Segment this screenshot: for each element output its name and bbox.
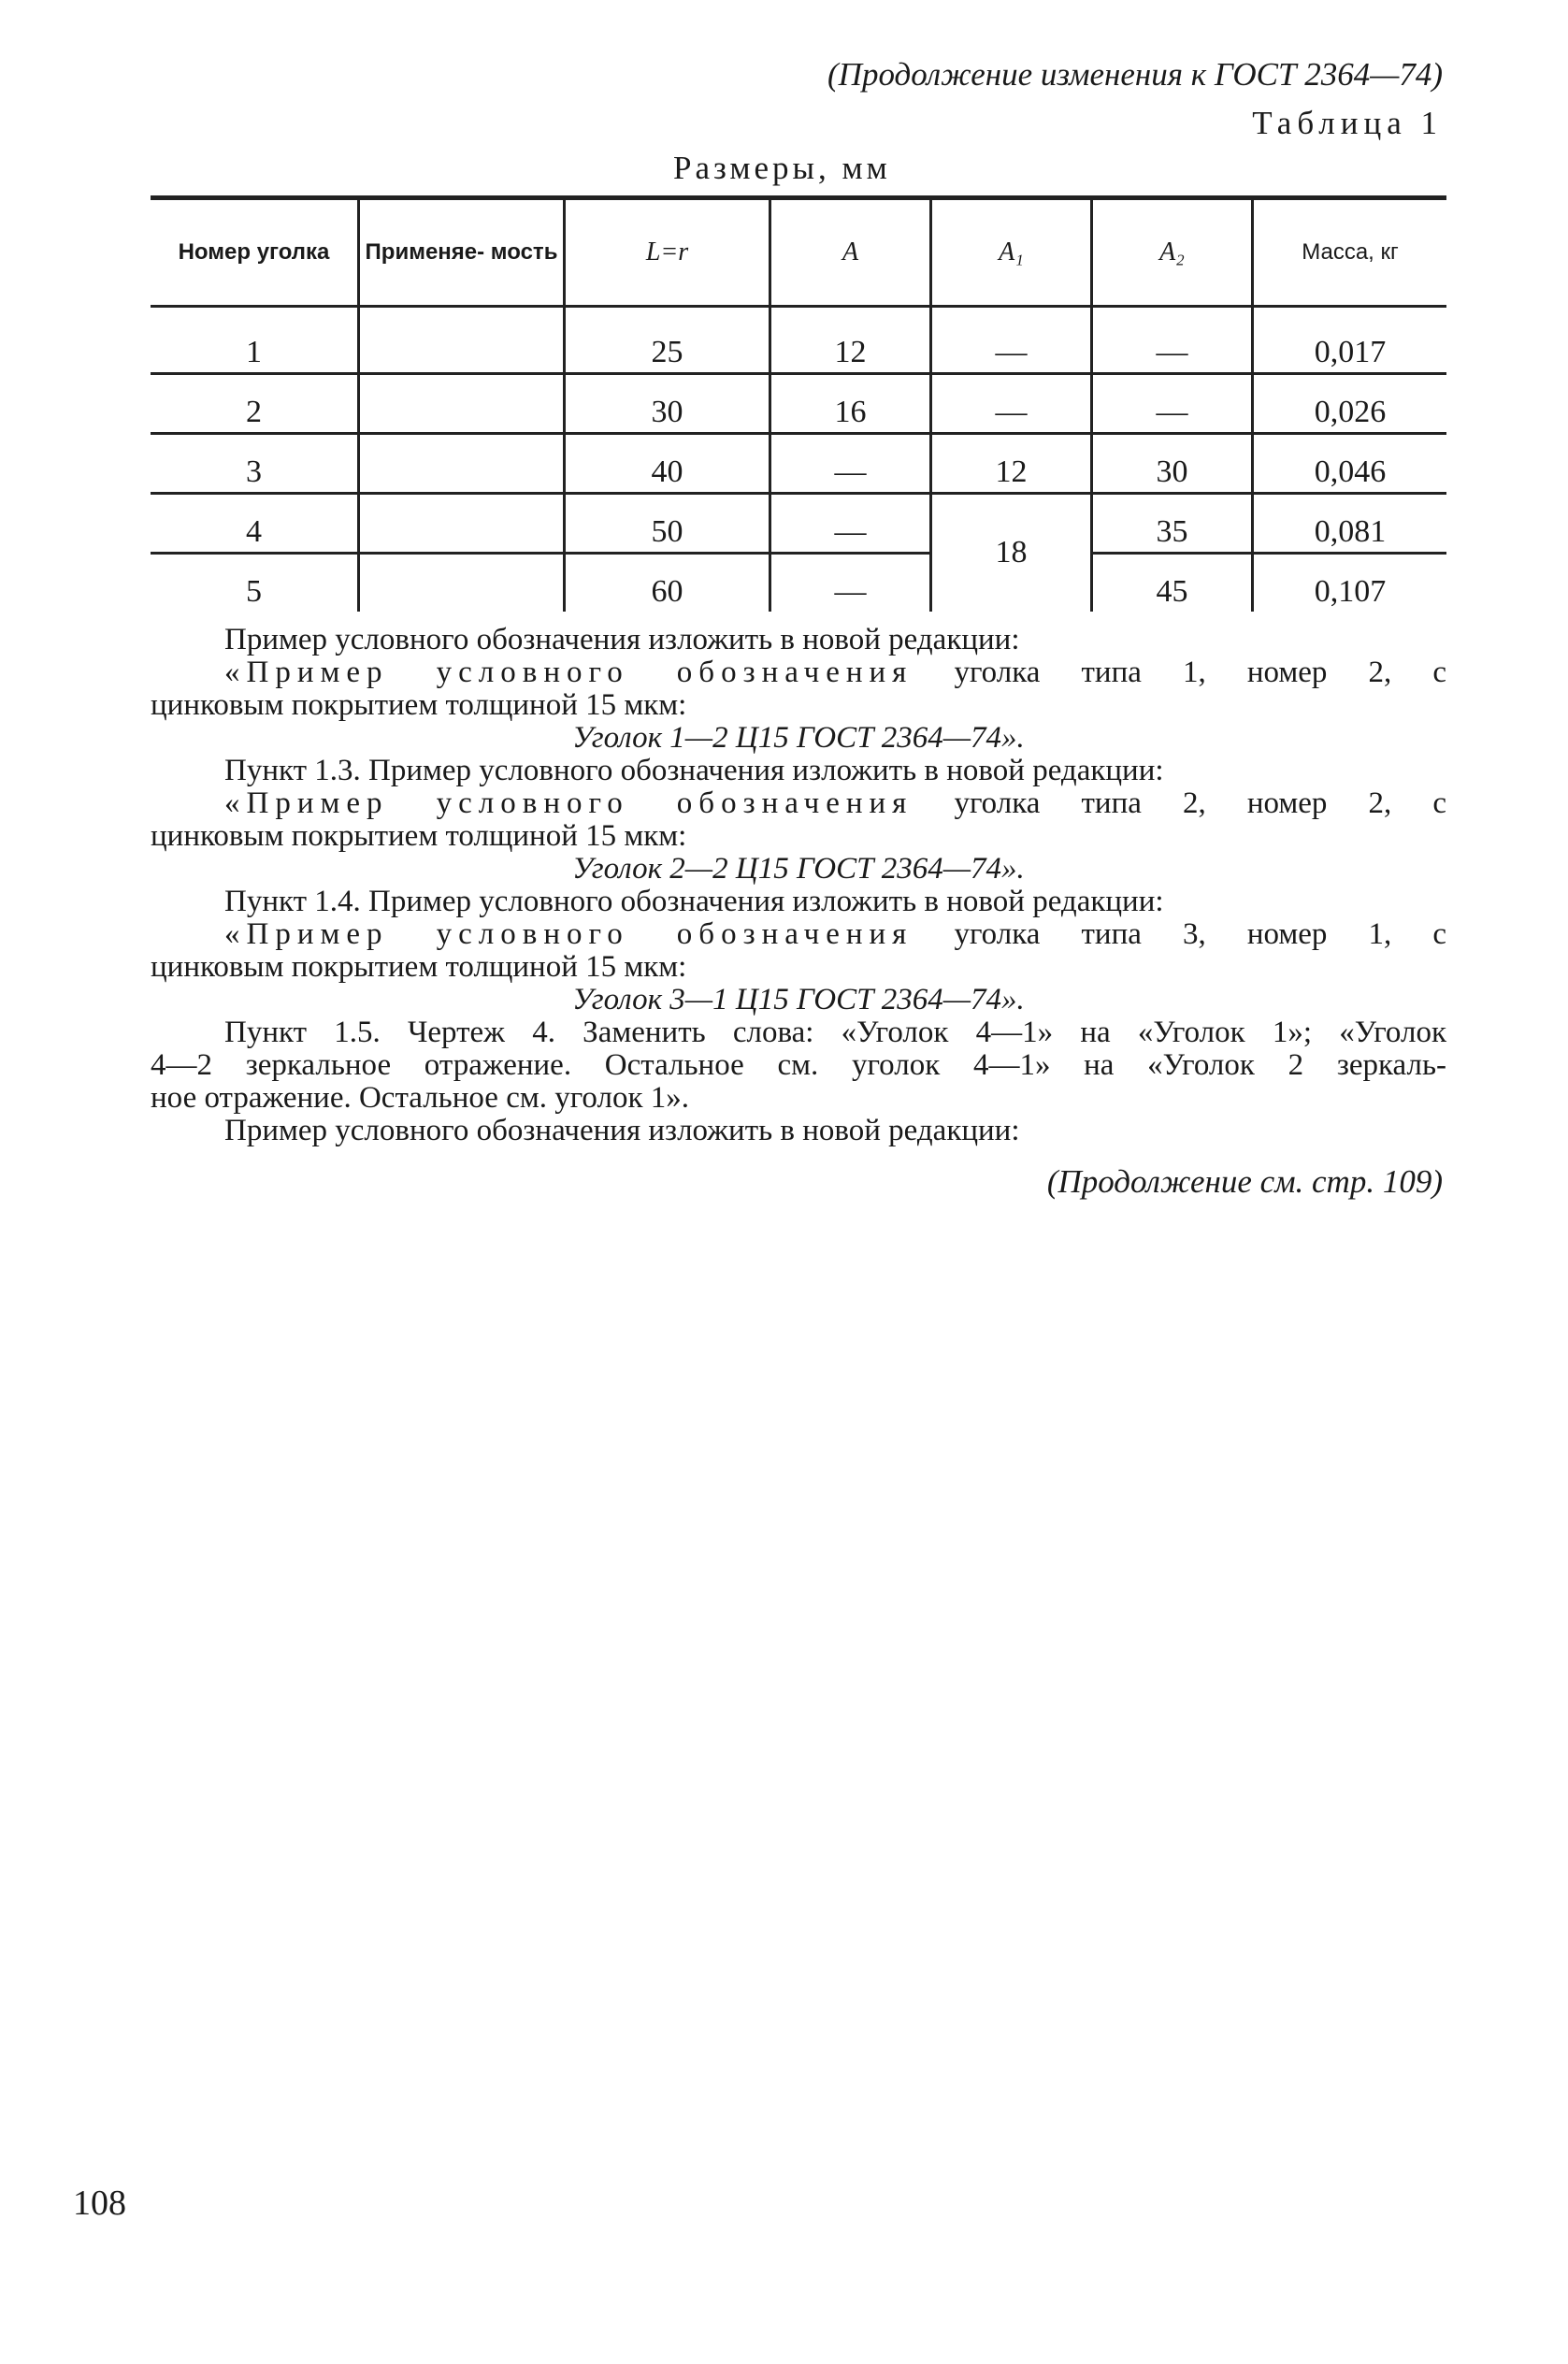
table-cell: 0,017	[1254, 308, 1446, 375]
dimensions-table	[151, 195, 1446, 612]
table-cell	[360, 555, 566, 612]
paragraph-example	[224, 786, 1446, 821]
table-cell: 45	[1093, 555, 1254, 612]
spaced-phrase: «Пример условного обозначения	[224, 656, 913, 689]
paragraph-text: уголка типа 2, номер 2, с	[954, 786, 1446, 820]
table-cell: 5	[151, 555, 360, 612]
col-header-l: L=r	[566, 195, 771, 308]
table-cell: 30	[1093, 435, 1254, 495]
paragraph: ное отражение. Остальное см. уголок 1».	[151, 1081, 690, 1115]
designation-example: Уголок 3—1 Ц15 ГОСТ 2364—74».	[572, 983, 1025, 1016]
continuation-footer: (Продолжение см. стр. 109)	[1046, 1163, 1443, 1200]
paragraph: Пример условного обозначения изложить в новой редакции:	[224, 623, 1020, 656]
paragraph: Пример условного обозначения изложить в новой редакции:	[224, 1114, 1020, 1147]
paragraph-example	[224, 917, 1446, 952]
table-cell: —	[771, 495, 932, 555]
paragraph: 4—2 зеркальное отражение. Остальное см. уголок 4—1» на «Уголок 2 зеркаль-	[151, 1048, 1446, 1082]
table-row	[151, 495, 1446, 555]
table-cell: 12	[771, 308, 932, 375]
table-cell: —	[1093, 375, 1254, 435]
paragraph: Пункт 1.5. Чертеж 4. Заменить слова: «Уголок 4—1» на «Уголок 1»; «Уголок	[224, 1016, 1446, 1049]
table-row	[151, 375, 1446, 435]
col-header-number: Номер уголка	[151, 195, 360, 308]
col-header-a: A	[771, 195, 932, 308]
table-cell	[360, 495, 566, 555]
col-header-a2: A₂	[1093, 195, 1254, 308]
table-cell-merged: 18	[932, 495, 1093, 612]
table-cell: 4	[151, 495, 360, 555]
table-cell: 30	[566, 375, 771, 435]
table-cell: 2	[151, 375, 360, 435]
table-row	[151, 555, 1446, 612]
table-cell: 35	[1093, 495, 1254, 555]
table-cell	[360, 375, 566, 435]
designation-example: Уголок 1—2 Ц15 ГОСТ 2364—74».	[572, 721, 1025, 755]
designation-example: Уголок 2—2 Ц15 ГОСТ 2364—74».	[572, 852, 1025, 886]
table-cell: 40	[566, 435, 771, 495]
table-label: Таблица 1	[1252, 105, 1443, 141]
table-cell: 12	[932, 435, 1093, 495]
table-row	[151, 435, 1446, 495]
table-header-row	[151, 195, 1446, 308]
table-cell: 0,026	[1254, 375, 1446, 435]
paragraph: цинковым покрытием толщиной 15 мкм:	[151, 819, 687, 853]
col-header-mass: Масса, кг	[1254, 195, 1446, 308]
table-cell: 60	[566, 555, 771, 612]
table-cell: 50	[566, 495, 771, 555]
table-cell: —	[932, 308, 1093, 375]
table-row	[151, 308, 1446, 375]
page-number: 108	[73, 2184, 126, 2223]
paragraph: цинковым покрытием толщиной 15 мкм:	[151, 950, 687, 984]
paragraph: Пункт 1.4. Пример условного обозначения изложить в новой редакции:	[224, 885, 1164, 918]
table-cell: —	[771, 435, 932, 495]
table-cell: 3	[151, 435, 360, 495]
spaced-phrase: «Пример условного обозначения	[224, 917, 913, 951]
paragraph: цинковым покрытием толщиной 15 мкм:	[151, 688, 687, 722]
table-cell	[360, 308, 566, 375]
spaced-phrase: «Пример условного обозначения	[224, 786, 913, 820]
table-units: Размеры, мм	[673, 150, 891, 186]
paragraph: Пункт 1.3. Пример условного обозначения изложить в новой редакции:	[224, 754, 1164, 787]
paragraph-text: уголка типа 1, номер 2, с	[954, 656, 1446, 689]
paragraph-text: уголка типа 3, номер 1, с	[954, 917, 1446, 951]
col-header-applicability: Применяе- мость	[360, 195, 566, 308]
table-cell	[360, 435, 566, 495]
table-cell: 16	[771, 375, 932, 435]
table-cell: 0,081	[1254, 495, 1446, 555]
table-cell: —	[771, 555, 932, 612]
table-cell: 25	[566, 308, 771, 375]
table-cell: —	[1093, 308, 1254, 375]
table-cell: 0,046	[1254, 435, 1446, 495]
continuation-header: (Продолжение изменения к ГОСТ 2364—74)	[827, 56, 1443, 93]
col-header-a1: A₁	[932, 195, 1093, 308]
table-cell: 0,107	[1314, 574, 1387, 609]
paragraph-example	[224, 656, 1446, 690]
table-cell: —	[932, 375, 1093, 435]
table-cell: 1	[151, 308, 360, 375]
